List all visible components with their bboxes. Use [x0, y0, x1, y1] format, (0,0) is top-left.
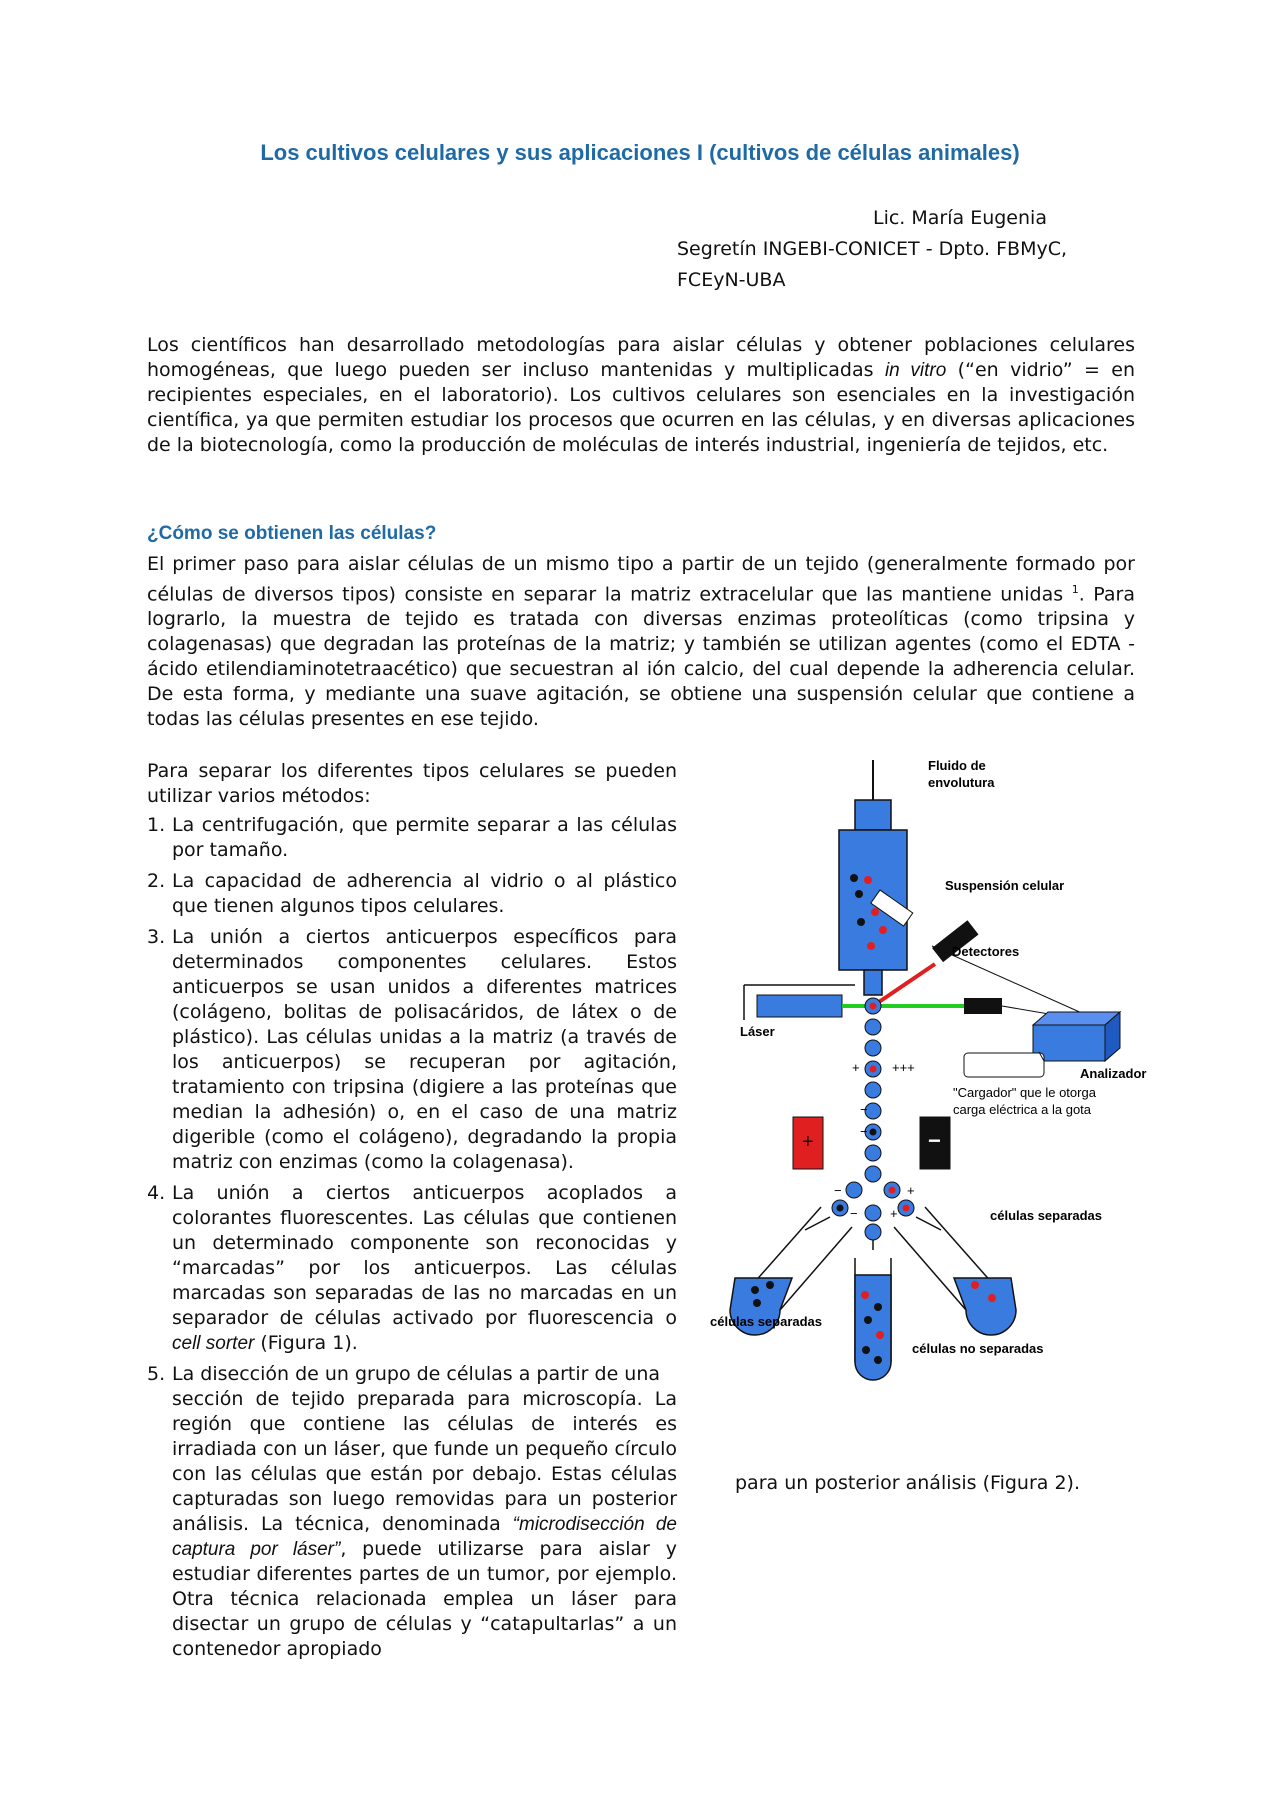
list-item: 4. La unión a ciertos anticuerpos acoplados a colorantes fluorescentes. Las células que contienen un determinado componente son reconocidas y “marcadas” por los anticuerpos. Las células marcadas son separadas de las no marcadas en un separador de células activado por fluorescencia o cell sorter (Figura 1). — [147, 1182, 677, 1354]
author-name: Lic. María Eugenia — [873, 207, 1047, 229]
list-item: 5. La disección de un grupo de células a partir de una sección de tejido preparada para microscopía. La región que contiene las células de interés es irradiada con un láser, que funde un pequeño círculo con las células que están por debajo. Estas células capturadas son luego removidas para un posterior análisis. La técnica, denominada “microdisección de captura por láser”, puede utilizarse para aislar y estudiar diferentes partes de un tumor, por ejemplo. Otra técnica relacionada emplea un láser para disectar un grupo de células y “catapultarlas” a un contenedor apropiado — [147, 1363, 677, 1660]
cell-dot — [874, 1303, 882, 1311]
cell-sorter-term: cell sorter — [172, 1333, 255, 1354]
list-item: 2. La capacidad de adherencia al vidrio o al plástico que tienen algunos tipos celulares. — [147, 870, 677, 917]
tube-wall — [780, 1227, 852, 1310]
methods-column — [147, 759, 677, 1668]
detector-right — [964, 998, 1002, 1014]
cell-dot — [855, 890, 863, 898]
laser-unit — [757, 995, 842, 1017]
label-separated-right: células separadas — [990, 1208, 1103, 1223]
label-laser: Láser — [740, 1024, 775, 1039]
droplet — [865, 1019, 881, 1035]
cell-dot — [850, 874, 858, 882]
cell-dot — [751, 1286, 759, 1294]
charge-sign: + — [890, 1206, 898, 1221]
section-heading: ¿Cómo se obtienen las células? — [147, 523, 437, 544]
positive-plate-sign: + — [802, 1131, 814, 1153]
label-not-separated: células no separadas — [912, 1341, 1044, 1356]
droplet — [846, 1182, 862, 1198]
tube-center — [855, 1275, 891, 1380]
charge-sign: +++ — [892, 1060, 915, 1075]
label-suspension: Suspensión celular — [945, 878, 1065, 893]
cell-dot — [857, 918, 865, 926]
section-paragraph: El primer paso para aislar células de un mismo tipo a partir de un tejido (generalmente formado por células de diversos tipos) consiste en separar la matriz extracelular que las mantiene unidas $^1$. Para lograrlo, la muestra de tejido es tratada con diversas enzimas proteolíticas (como tripsina y colagenasas) que degradan las proteínas de la matriz; y también se utilizan agentes (como el EDTA - ácido etilendiaminotetraacético) que secuestran al ión calcio, del cual depende la adherencia celular. De esta forma, y mediante una suave agitación, se obtiene una suspensión celular que contiene a todas las células presentes en ese tejido. — [147, 553, 1136, 731]
technique-term: “microdisección de captura por láser” — [172, 1514, 677, 1560]
label-analyzer: Analizador — [1080, 1066, 1147, 1081]
cell-dot — [766, 1281, 774, 1289]
cell-dot — [870, 1066, 877, 1073]
methods-list — [147, 813, 677, 1662]
charge-sign: + — [852, 1060, 860, 1075]
droplet — [865, 1145, 881, 1161]
negative-plate-sign: − — [928, 1128, 941, 1153]
list-item: 3. La unión a ciertos anticuerpos específicos para determinados componentes celulares. Estos anticuerpos se usan unidos a diferentes matrices (colágeno, bolitas de polisacáridos, de látex o de plástico). Las células unidas a la matriz (a través de los anticuerpos) se recuperan por agitación, tratamiento con tripsina (digiere a las proteínas que median la adhesión) o, en el caso de una matriz digerible (como el colágeno), degradando la propia matriz con enzimas (como la colagenasa). — [147, 926, 677, 1173]
methods-intro: Para separar los diferentes tipos celulares se pueden utilizar varios métodos: — [147, 760, 677, 807]
droplet — [865, 1082, 881, 1098]
label-separated-left: células separadas — [710, 1314, 823, 1329]
charge-sign: − — [860, 1124, 868, 1139]
cell-dot — [837, 1205, 844, 1212]
label-fluid-2: envolutura — [928, 775, 995, 790]
cell-dot — [753, 1299, 761, 1307]
cell-dot — [874, 1356, 882, 1364]
droplet — [865, 1224, 881, 1240]
cell-dot — [879, 926, 887, 934]
footnote-ref[interactable]: 1 — [1071, 583, 1079, 596]
cell-dot — [864, 876, 872, 884]
charge-sign: − — [860, 1102, 868, 1117]
author-affiliation-2: FCEyN-UBA — [677, 269, 786, 291]
cell-dot — [971, 1281, 979, 1289]
cell-dot — [988, 1294, 996, 1302]
item5-continuation: para un posterior análisis (Figura 2). — [735, 1472, 1080, 1494]
cell-dot — [903, 1205, 910, 1212]
label-detectors: Detectores — [952, 944, 1020, 959]
cell-dot — [864, 1316, 872, 1324]
deflection-arrow — [916, 1217, 941, 1230]
droplet — [865, 1205, 881, 1221]
deflection-arrow — [805, 1217, 830, 1230]
cell-sorter-figure — [700, 750, 1170, 1390]
droplet — [865, 1040, 881, 1056]
label-loader-2: carga eléctrica a la gota — [953, 1102, 1092, 1117]
charge-sign: + — [907, 1183, 915, 1198]
cell-dot — [867, 942, 875, 950]
cell-dot — [870, 1003, 877, 1010]
droplet — [865, 1166, 881, 1182]
cell-dot — [876, 1331, 884, 1339]
intro-paragraph: Los científicos han desarrollado metodologías para aislar células y obtener poblaciones celulares homogéneas, que luego pueden ser incluso mantenidas y multiplicadas in vitro (“en vidrio” = en recipientes especiales, en el laboratorio). Los cultivos celulares son esenciales en la investigación científica, ya que permiten estudiar los procesos que ocurren en las células, y en diversas aplicaciones de la biotecnología, como la producción de moléculas de interés industrial, ingeniería de tejidos, etc. — [147, 334, 1135, 456]
list-item: 1. La centrifugación, que permite separar a las células por tamaño. — [147, 814, 677, 861]
charge-sign: − — [834, 1183, 842, 1198]
charger-unit — [964, 1053, 1044, 1077]
cell-dot — [861, 1291, 869, 1299]
inlet-neck — [855, 800, 891, 830]
cell-dot — [870, 1129, 877, 1136]
author-affiliation: Segretín INGEBI-CONICET - Dpto. FBMyC, — [677, 238, 1068, 260]
intro-italic: in vitro — [884, 360, 947, 381]
cell-dot — [862, 1346, 870, 1354]
label-fluid: Fluido de — [928, 758, 986, 773]
cell-dot — [889, 1187, 896, 1194]
label-loader: "Cargador" que le otorga — [953, 1085, 1096, 1100]
tube-wall — [894, 1227, 966, 1310]
cell-dot — [871, 908, 879, 916]
page-title: Los cultivos celulares y sus aplicaciones I (cultivos de células animales) — [260, 140, 1020, 165]
charge-sign: − — [850, 1206, 858, 1221]
nozzle — [864, 970, 882, 995]
